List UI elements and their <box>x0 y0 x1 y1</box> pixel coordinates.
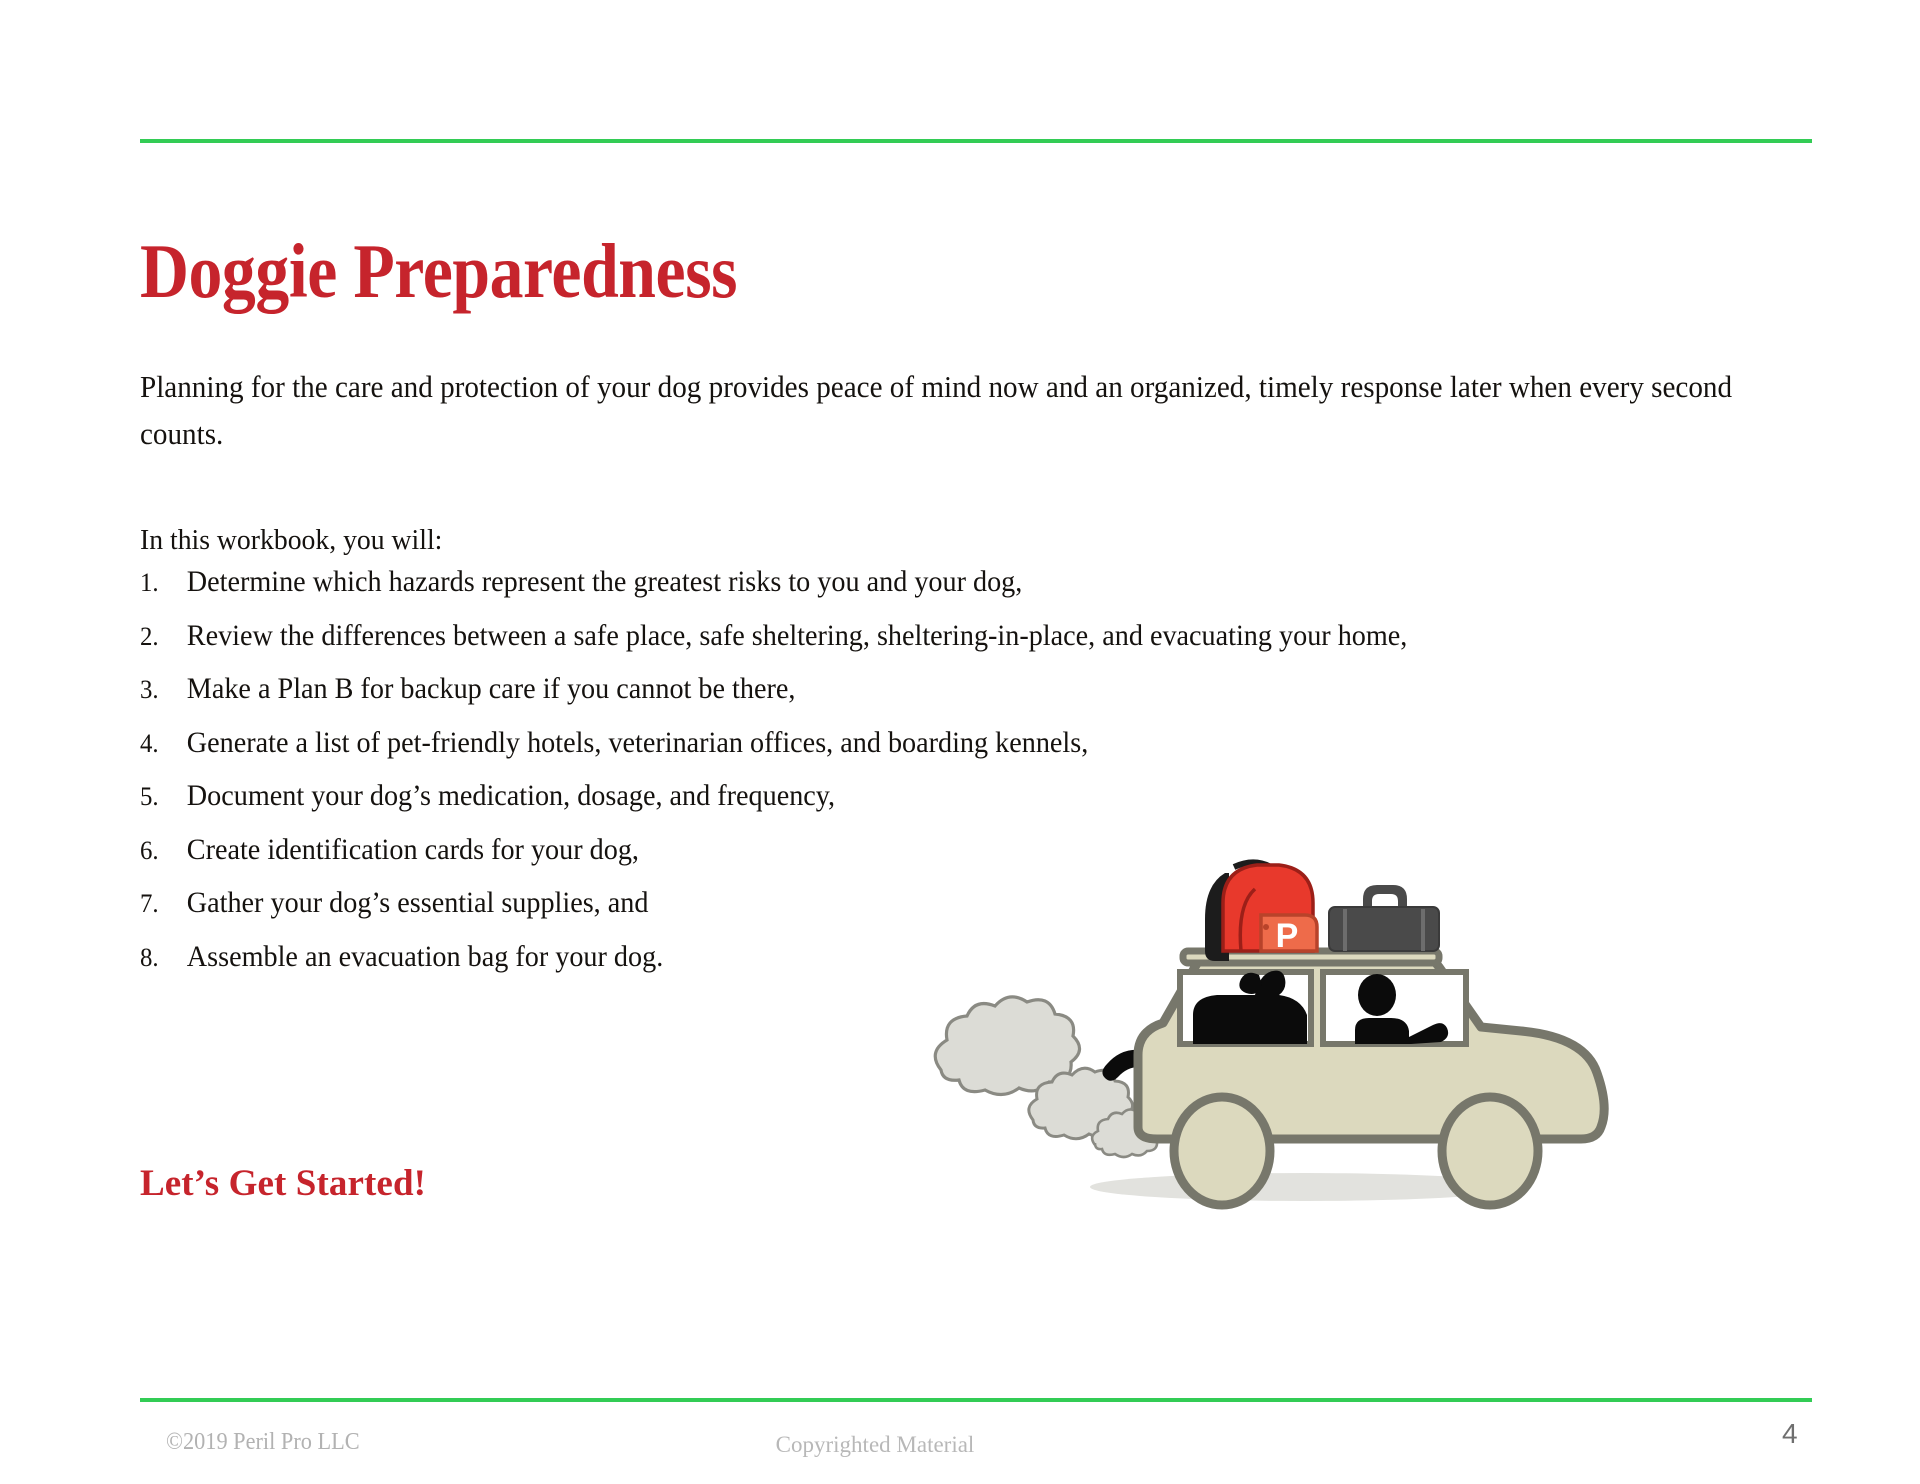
car-illustration <box>925 855 1645 1225</box>
backpack-label: P <box>1275 917 1299 955</box>
list-item-label: Determine which hazards represent the greatest risks to you and your dog, <box>186 566 1023 598</box>
list-item-number: 6. <box>140 835 159 865</box>
intro-paragraph: Planning for the care and protection of your dog provides peace of mind now and an organized, timely response later when every second counts. <box>140 369 1733 451</box>
footer-copyright: ©2019 Peril Pro LLC <box>166 1429 360 1455</box>
list-lead-in: In this workbook, you will: <box>140 524 443 556</box>
gray-suitcase <box>1329 885 1439 951</box>
footer-notice: Copyrighted Material <box>775 1432 975 1457</box>
page-number: 4 <box>1782 1418 1798 1449</box>
list-item-number: 1. <box>140 568 159 597</box>
list-item <box>140 556 1620 610</box>
red-backpack <box>1205 862 1317 961</box>
header-rule <box>140 139 1812 143</box>
list-item-label: Make a Plan B for backup care if you cannot be there, <box>186 673 796 705</box>
rear-window <box>1180 971 1311 1044</box>
list-item-label: Gather your dog’s essential supplies, and <box>186 887 649 919</box>
front-wheel <box>1442 1097 1538 1205</box>
list-item <box>140 770 1620 824</box>
list-item-label: Document your dog’s medication, dosage, and frequency, <box>186 780 836 812</box>
list-item-number: 3. <box>140 675 159 704</box>
list-item-number: 8. <box>140 942 159 972</box>
list-item-number: 4. <box>140 728 159 758</box>
list-item <box>140 663 1620 717</box>
list-item-label: Assemble an evacuation bag for your dog. <box>186 940 664 973</box>
rear-wheel <box>1174 1097 1270 1205</box>
call-to-action-text: Let’s Get Started! <box>140 1163 427 1204</box>
list-item-number: 7. <box>140 889 159 918</box>
front-window <box>1323 972 1466 1044</box>
footer-rule <box>140 1398 1812 1402</box>
list-item-label: Review the differences between a safe place, safe sheltering, sheltering-in-place, and evacuating your home, <box>186 619 1408 652</box>
page-title: Doggie Preparedness <box>140 227 738 314</box>
list-item <box>140 610 1620 664</box>
list-item-label: Generate a list of pet-friendly hotels, veterinarian offices, and boarding kennels, <box>186 726 1089 759</box>
list-item-number: 5. <box>140 782 159 811</box>
list-item-number: 2. <box>140 621 159 651</box>
list-item-label: Create identification cards for your dog, <box>186 833 639 866</box>
list-item <box>140 717 1620 771</box>
